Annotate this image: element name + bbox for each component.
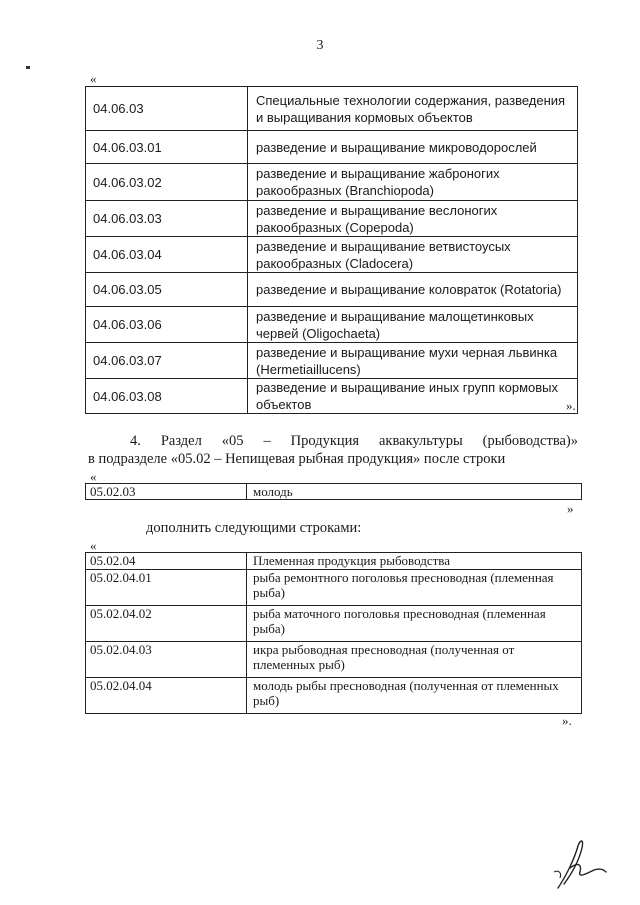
row-name: Специальные технологии содержания, разведения и выращивания кормовых объектов [248, 87, 578, 131]
row-code: 04.06.03.04 [86, 237, 248, 273]
row-code: 05.02.04.03 [86, 642, 247, 678]
paragraph-line-2: в подразделе «05.02 – Непищевая рыбная продукция» после строки [88, 451, 506, 467]
table2-open-quote: « [90, 469, 97, 484]
row-code: 04.06.03.05 [86, 273, 248, 307]
paragraph-line-1: 4. Раздел «05 – Продукция аквакультуры (рыбоводства)» [130, 433, 578, 449]
row-name: разведение и выращивание мухи черная львинка (Hermetiaillucens) [248, 343, 578, 379]
page-number: 3 [316, 38, 324, 53]
row-code: 04.06.03.01 [86, 131, 248, 164]
row-name: разведение и выращивание микроводорослей [248, 131, 578, 164]
table-row [86, 570, 582, 606]
table-row [86, 678, 582, 714]
row-code: 05.02.04.01 [86, 570, 247, 606]
row-code: 04.06.03.08 [86, 379, 248, 414]
row-code: 04.06.03.06 [86, 307, 248, 343]
table-row [86, 553, 582, 570]
row-name: разведение и выращивание веслоногих ракообразных (Copepoda) [248, 201, 578, 237]
row-name: молодь [247, 484, 582, 500]
row-name: икра рыбоводная пресноводная (полученная от племенных рыб) [247, 642, 582, 678]
table-row [86, 379, 578, 414]
table-row [86, 343, 578, 379]
row-code: 04.06.03.07 [86, 343, 248, 379]
row-code: 04.06.03.03 [86, 201, 248, 237]
row-name: разведение и выращивание малощетинковых червей (Oligochaeta) [248, 307, 578, 343]
table3-open-quote: « [90, 538, 97, 553]
row-name: рыба маточного поголовья пресноводная (племенная рыба) [247, 606, 582, 642]
table-row [86, 87, 578, 131]
table-row [86, 307, 578, 343]
row-code: 05.02.04.04 [86, 678, 247, 714]
breeding-products-table [85, 552, 582, 714]
table-row [86, 606, 582, 642]
row-code: 05.02.04 [86, 553, 247, 570]
row-name: Племенная продукция рыбоводства [247, 553, 582, 570]
row-code: 05.02.04.02 [86, 606, 247, 642]
table-row [86, 273, 578, 307]
table1-open-quote: « [90, 71, 97, 86]
row-code: 04.06.03.02 [86, 164, 248, 201]
row-code: 04.06.03 [86, 87, 248, 131]
table2-close-quote: » [567, 501, 574, 516]
table1-close-quote: ». [566, 398, 576, 413]
instruction-text: дополнить следующими строками: [146, 520, 362, 536]
row-name: рыба ремонтного поголовья пресноводная (племенная рыба) [247, 570, 582, 606]
row-name: разведение и выращивание иных групп кормовых объектов [248, 379, 578, 414]
table-row [86, 237, 578, 273]
table-row [86, 131, 578, 164]
row-name: разведение и выращивание ветвистоусых ракообразных (Cladocera) [248, 237, 578, 273]
table-row [86, 201, 578, 237]
table-row [86, 484, 582, 500]
row-name: молодь рыбы пресноводная (полученная от племенных рыб) [247, 678, 582, 714]
row-name: разведение и выращивание жаброногих ракообразных (Branchiopoda) [248, 164, 578, 201]
feed-objects-table [85, 86, 578, 414]
signature [548, 832, 610, 894]
row-code: 05.02.03 [86, 484, 247, 500]
table3-close-quote: ». [562, 713, 572, 728]
row-name: разведение и выращивание коловраток (Rotatoria) [248, 273, 578, 307]
table-row [86, 642, 582, 678]
juvenile-row-table [85, 483, 582, 500]
scan-mark [26, 66, 30, 69]
table-row [86, 164, 578, 201]
